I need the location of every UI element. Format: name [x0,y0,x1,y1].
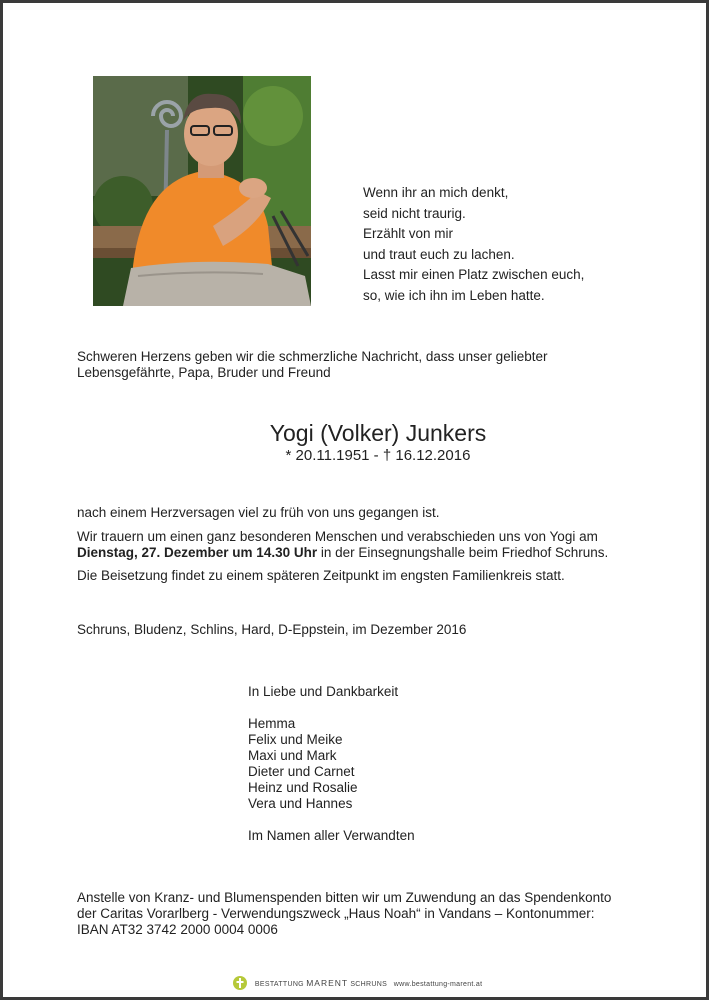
poem-line: Wenn ihr an mich denkt, [363,185,509,200]
family-greeting: In Liebe und Dankbarkeit [248,684,399,699]
family-member: Dieter und Carnet [248,764,355,779]
footer-url: www.bestattung-marent.at [393,980,483,988]
burial-paragraph: Die Beisetzung findet zu einem späteren Zeitpunkt im engsten Familienkreis statt. [77,568,565,583]
service-location: in der Einsegnungshalle beim Friedhof Schruns. [317,545,609,560]
family-closing: Im Namen aller Verwandten [248,828,415,843]
portrait-illustration [93,76,311,306]
family-member: Hemma [248,716,296,731]
donation-iban: IBAN AT32 3742 2000 0004 0006 [77,922,278,937]
service-line: Wir trauern um einen ganz besonderen Menschen und verabschieden uns von Yogi am [77,529,598,544]
service-line [77,545,608,561]
poem-line: und traut euch zu lachen. [363,246,515,262]
service-date: Dienstag, 27. Dezember um 14.30 Uhr [77,545,318,560]
poem [363,183,584,306]
places-line: Schruns, Bludenz, Schlins, Hard, D-Eppstein, im Dezember 2016 [77,622,467,637]
service-paragraph [77,529,608,561]
deceased-name: Yogi (Volker) Junkers [269,420,487,446]
passed-paragraph: nach einem Herzversagen viel zu früh von uns gegangen ist. [77,505,440,520]
poem-line: Erzählt von mir [363,226,454,241]
poem-line: Lasst mir einen Platz zwischen euch, [363,267,585,282]
poem-line: so, wie ich ihn im Leben hatte. [363,287,545,303]
intro-line: Schweren Herzens geben wir die schmerzliche Nachricht, dass unser geliebter [77,349,548,364]
family-signature [248,684,415,844]
family-member: Vera und Hannes [248,796,353,811]
deceased-block [3,419,709,465]
family-member: Heinz und Rosalie [248,780,358,795]
donation-line: der Caritas Vorarlberg - Verwendungszweck „Haus Noah“ in Vandans – Kontonummer: [77,906,595,921]
footer [3,975,709,993]
donation-line: Anstelle von Kranz- und Blumenspenden bitten wir um Zuwendung an das Spendenkonto [77,890,612,905]
intro-line: Lebensgefährte, Papa, Bruder und Freund [77,365,331,380]
family-member: Maxi und Mark [248,748,337,763]
intro-paragraph [77,349,547,381]
family-member: Felix und Meike [248,732,343,747]
donation-paragraph [77,890,611,938]
life-dates: * 20.11.1951 - † 16.12.2016 [285,447,471,464]
footer-prefix: BESTATTUNG [254,980,304,988]
cross-logo-icon [233,975,247,993]
portrait-photo [93,76,311,306]
footer-town: SCHRUNS [350,980,388,988]
footer-brand: MARENT [306,977,349,988]
poem-line: seid nicht traurig. [363,205,466,221]
